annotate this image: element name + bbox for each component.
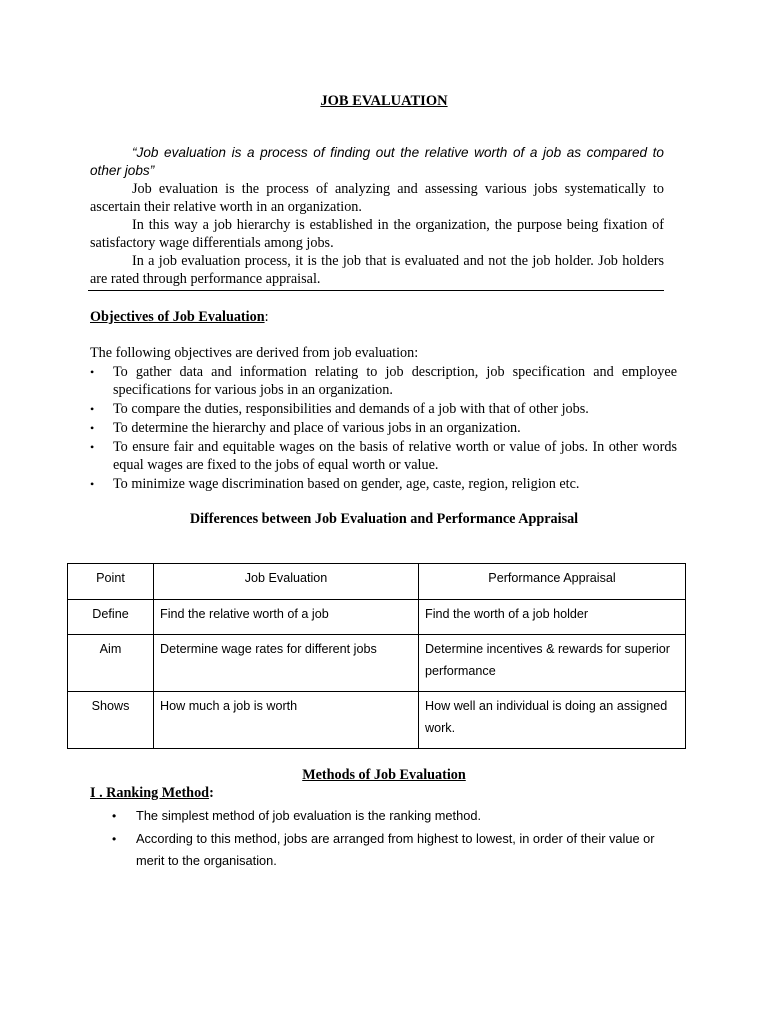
list-item-text: To compare the duties, responsibilities and demands of a job with that of other jobs. [113,401,589,417]
cell-job-evaluation: Find the relative worth of a job [154,600,419,635]
table-row [68,635,686,692]
table-row [68,600,686,635]
document-title: JOB EVALUATION [320,93,448,109]
quote-line-1: “Job evaluation is a process of finding out the relative worth of a job as compared to [132,145,664,160]
bullet-icon: • [90,365,95,379]
bullet-icon: • [112,832,117,846]
cell-point: Aim [68,635,154,692]
objectives-lead: The following objectives are derived from job evaluation: [90,345,419,361]
definition-quote [90,144,664,180]
cell-performance-appraisal: Find the worth of a job holder [419,600,686,635]
bullet-icon: • [90,477,95,491]
cell-point: Shows [68,692,154,749]
ranking-method-heading [90,785,214,802]
objectives-heading-colon: : [264,309,269,325]
list-item-text: To determine the hierarchy and place of various jobs in an organization. [113,420,521,436]
list-item [90,400,677,418]
list-item-text: To minimize wage discrimination based on gender, age, caste, region, religion etc. [113,476,580,492]
ranking-heading-text: Ranking Method [106,785,210,801]
list-item-text: To gather data and information relating to job description, job specification and employee specifications for various jobs in an organization. [113,364,677,398]
intro-section [90,144,664,288]
list-item-text: To ensure fair and equitable wages on the basis of relative worth or value of jobs. In other words equal wages are fixed to the jobs of equal worth or value. [113,439,677,473]
objectives-heading [90,309,269,326]
ranking-heading-colon: : [209,785,214,801]
cell-performance-appraisal: How well an individual is doing an assigned work. [419,692,686,749]
intro-paragraph: In this way a job hierarchy is established in the organization, the purpose being fixation of satisfactory wage differentials among jobs. [90,217,664,251]
bullet-icon: • [90,421,95,435]
bullet-icon: • [90,402,95,416]
list-item [112,805,672,827]
list-item [90,438,677,474]
bullet-icon: • [90,440,95,454]
intro-paragraph: In a job evaluation process, it is the job that is evaluated and not the job holder. Job holders are rated through performance appraisal. [90,253,664,287]
objectives-list [90,363,677,494]
column-header-performance-appraisal: Performance Appraisal [419,564,686,600]
objectives-heading-text: Objectives of Job Evaluation [90,309,265,325]
column-header-point: Point [68,564,154,600]
differences-heading: Differences between Job Evaluation and Performance Appraisal [189,511,579,527]
list-item-text: The simplest method of job evaluation is the ranking method. [136,808,481,823]
ranking-prefix: I . [90,785,107,801]
table-row [68,692,686,749]
methods-heading: Methods of Job Evaluation [302,767,466,783]
list-item [90,475,677,493]
comparison-table [67,563,686,749]
list-item [90,363,677,399]
column-header-job-evaluation: Job Evaluation [154,564,419,600]
table-header-row [68,564,686,600]
cell-performance-appraisal: Determine incentives & rewards for superior performance [419,635,686,692]
intro-paragraph: Job evaluation is the process of analyzing and assessing various jobs systematically to ascertain their relative worth in an organization. [90,181,664,215]
section-divider [88,290,664,291]
cell-point: Define [68,600,154,635]
bullet-icon: • [112,809,117,823]
ranking-method-list [112,805,672,873]
cell-job-evaluation: Determine wage rates for different jobs [154,635,419,692]
quote-line-2: other jobs” [90,163,155,178]
list-item [112,828,672,872]
list-item-text: According to this method, jobs are arranged from highest to lowest, in order of their value or merit to the organisation. [136,831,655,868]
cell-job-evaluation: How much a job is worth [154,692,419,749]
list-item [90,419,677,437]
